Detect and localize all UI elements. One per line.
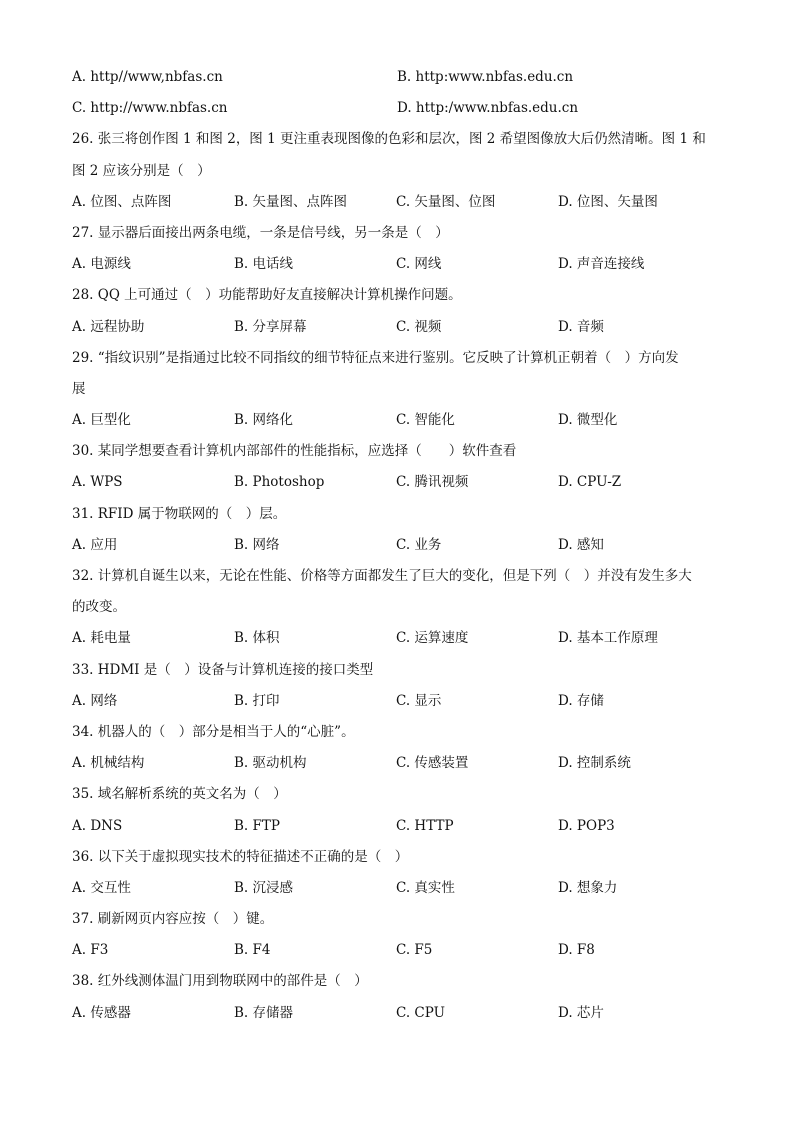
- q36-option-c: C. 真实性: [396, 879, 455, 896]
- q36-stem: 36. 以下关于虚拟现实技术的特征描述不正确的是（ ）: [72, 848, 409, 865]
- q33-option-b: B. 打印: [234, 692, 280, 709]
- q31-stem: 31. RFID 属于物联网的（ ）层。: [72, 505, 287, 522]
- q34-option-c: C. 传感装置: [396, 755, 469, 772]
- q31-options: [72, 530, 722, 561]
- q35-option-c: C. HTTP: [396, 817, 454, 834]
- q36-option-d: D. 想象力: [558, 879, 618, 896]
- q37-options: [72, 935, 722, 966]
- q34-options: [72, 748, 722, 779]
- q35-option-a: A. DNS: [72, 817, 123, 834]
- q26-options: [72, 187, 722, 218]
- q30-stem: 30. 某同学想要查看计算机内部部件的性能指标，应选择（ ）软件查看: [72, 443, 517, 460]
- q25-option-c: C. http://www.nbfas.cn: [72, 100, 228, 117]
- q38-options: [72, 998, 722, 1029]
- q34-option-d: D. 控制系统: [558, 755, 631, 772]
- q26-option-d: D. 位图、矢量图: [558, 193, 658, 210]
- q37-stem: 37. 刷新网页内容应按（ ）键。: [72, 911, 274, 928]
- q29-option-c: C. 智能化: [396, 412, 455, 429]
- q28-stem: 28. QQ 上可通过（ ）功能帮助好友直接解决计算机操作问题。: [72, 287, 462, 304]
- q38-option-b: B. 存储器: [234, 1004, 294, 1021]
- q36-options: [72, 873, 722, 904]
- q27-option-b: B. 电话线: [234, 256, 294, 273]
- q34-stem: 34. 机器人的（ ）部分是相当于人的“心脏”。: [72, 723, 355, 740]
- q26-stem-line-2: 图 2 应该分别是（ ）: [72, 162, 211, 179]
- q29-option-b: B. 网络化: [234, 412, 294, 429]
- q33-stem: 33. HDMI 是（ ）设备与计算机连接的接口类型: [72, 661, 374, 678]
- q37-option-b: B. F4: [234, 942, 271, 959]
- q33-option-d: D. 存储: [558, 692, 604, 709]
- q35-option-b: B. FTP: [234, 817, 280, 834]
- q29-stem-line-1: 29. “指纹识别”是指通过比较不同指纹的细节特征点来进行鉴别。它反映了计算机正朝着（ ）方向发: [72, 349, 679, 366]
- q25-option-a: A. http//www,nbfas.cn: [72, 69, 223, 85]
- q38-option-c: C. CPU: [396, 1004, 445, 1021]
- q28-option-b: B. 分享屏幕: [234, 318, 307, 335]
- q33-options: [72, 686, 722, 717]
- q32-stem-line-1: 32. 计算机自诞生以来，无论在性能、价格等方面都发生了巨大的变化，但是下列（ ）并没有发生多大: [72, 568, 692, 584]
- q30-option-d: D. CPU-Z: [558, 474, 622, 491]
- q31-option-a: A. 应用: [72, 536, 118, 553]
- q32-options: [72, 623, 722, 654]
- q32-option-b: B. 体积: [234, 630, 280, 647]
- q35-option-d: D. POP3: [558, 817, 615, 834]
- q33-option-c: C. 显示: [396, 692, 442, 709]
- q31-option-d: D. 感知: [558, 536, 604, 553]
- q34-option-a: A. 机械结构: [72, 755, 145, 772]
- q34-option-b: B. 驱动机构: [234, 755, 307, 772]
- q26-stem-line-1: 26. 张三将创作图 1 和图 2，图 1 更注重表现图像的色彩和层次，图 2 希望图像放大后仍然清晰。图 1 和: [72, 131, 706, 148]
- q29-option-a: A. 巨型化: [72, 412, 131, 429]
- q38-stem: 38. 红外线测体温门用到物联网中的部件是（ ）: [72, 973, 368, 990]
- q25-option-b: B. http:www.nbfas.edu.cn: [397, 69, 574, 85]
- q30-option-b: B. Photoshop: [234, 474, 325, 491]
- q26-option-b: B. 矢量图、点阵图: [234, 193, 348, 210]
- q29-options: [72, 405, 722, 436]
- q25-options-row-1: [72, 62, 722, 93]
- q30-option-c: C. 腾讯视频: [396, 474, 469, 491]
- q27-options: [72, 249, 722, 280]
- q32-option-c: C. 运算速度: [396, 630, 469, 647]
- q36-option-b: B. 沉浸感: [234, 879, 294, 896]
- q25-option-d: D. http:/www.nbfas.edu.cn: [397, 100, 579, 117]
- q37-option-c: C. F5: [396, 942, 433, 959]
- q26-option-a: A. 位图、点阵图: [72, 193, 172, 210]
- q38-option-a: A. 传感器: [72, 1004, 131, 1021]
- q27-stem: 27. 显示器后面接出两条电缆，一条是信号线，另一条是（ ）: [72, 224, 449, 241]
- q28-option-d: D. 音频: [558, 318, 604, 335]
- q29-option-d: D. 微型化: [558, 412, 618, 429]
- q28-option-a: A. 远程协助: [72, 318, 145, 335]
- q36-option-a: A. 交互性: [72, 879, 131, 896]
- q37-option-a: A. F3: [72, 942, 109, 959]
- q35-stem: 35. 域名解析系统的英文名为（ ）: [72, 786, 287, 803]
- q31-option-c: C. 业务: [396, 536, 442, 553]
- q25-options-row-2: [72, 93, 722, 124]
- exam-page: [72, 62, 722, 1029]
- q30-options: [72, 467, 722, 498]
- q32-option-d: D. 基本工作原理: [558, 630, 658, 647]
- q26-option-c: C. 矢量图、位图: [396, 193, 496, 210]
- q30-option-a: A. WPS: [72, 474, 123, 491]
- q35-options: [72, 811, 722, 842]
- q33-option-a: A. 网络: [72, 692, 118, 709]
- q37-option-d: D. F8: [558, 942, 595, 959]
- q38-option-d: D. 芯片: [558, 1004, 604, 1021]
- q27-option-d: D. 声音连接线: [558, 256, 645, 273]
- q32-option-a: A. 耗电量: [72, 630, 131, 647]
- q28-options: [72, 312, 722, 343]
- q31-option-b: B. 网络: [234, 536, 280, 553]
- q27-option-c: C. 网线: [396, 256, 442, 273]
- q28-option-c: C. 视频: [396, 318, 442, 335]
- q27-option-a: A. 电源线: [72, 256, 131, 273]
- q29-stem-line-2: 展: [72, 380, 86, 397]
- q32-stem-line-2: 的改变。: [72, 599, 126, 616]
